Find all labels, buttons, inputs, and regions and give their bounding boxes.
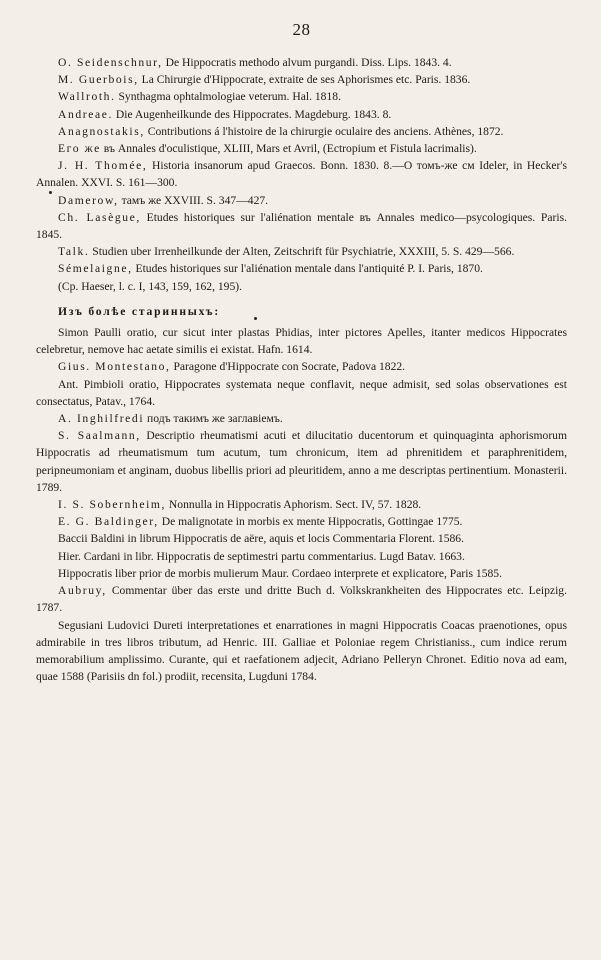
entry-text: Studien uber Irrenheilkunde der Alten, Zeitschrift für Psychiatrie, XXXIII, 5. S. 429—566.	[89, 245, 515, 259]
entry-author: M. Guerbois,	[58, 73, 139, 87]
bibliography-entry	[36, 278, 567, 295]
bibliography-entry	[36, 358, 567, 375]
stray-dot-mark	[254, 317, 257, 320]
entry-author: Damerow,	[58, 193, 119, 207]
entry-author: Anagnostakis,	[58, 124, 145, 138]
bibliography-list	[36, 54, 567, 685]
entry-text: De malignotate in morbis ex mente Hippocratis, Gottingae 1775.	[158, 515, 463, 529]
entry-text: Commentar über das erste und dritte Buch d. Volkskrankheiten des Hippocrates etc. Leipzig. 1787.	[36, 584, 567, 615]
entry-text: Contributions á l'histoire de la chirurgie oculaire des anciens. Athènes, 1872.	[144, 124, 504, 138]
entry-text: Baccii Baldini in librum Hippocratis de aëre, aquis et locis Commentaria Florent. 1586.	[58, 532, 465, 546]
entry-text: подъ такимъ же заглавіемъ.	[144, 412, 283, 426]
entry-author: I. S. Sobernheim,	[58, 498, 167, 512]
entry-author: Sémelaigne,	[58, 262, 133, 276]
entry-author: Talk.	[58, 245, 90, 259]
entry-author: J. H. Thomée,	[58, 159, 148, 173]
entry-author: Aubruy,	[58, 584, 107, 598]
entry-text: Nonnulla in Hippocratis Aphorism. Sect. IV, 57. 1828.	[166, 498, 422, 512]
entry-text: Paragone d'Hippocrate con Socrate, Padova 1822.	[170, 360, 406, 374]
entry-text: La Chirurgie d'Hippocrate, extraite de ses Aphorismes etc. Paris. 1836.	[138, 73, 471, 87]
bibliography-entry	[36, 209, 567, 243]
bibliography-entry	[36, 427, 567, 496]
bibliography-entry	[36, 410, 567, 427]
entry-text: Etudes historiques sur l'aliénation mentale dans l'antiquité P. I. Paris, 1870.	[132, 262, 483, 276]
bibliography-entry	[36, 530, 567, 547]
entry-text: Hier. Cardani in libr. Hippocratis de septimestri partu commentarius. Lugd Batav. 1663.	[58, 549, 465, 563]
bibliography-entry	[36, 548, 567, 565]
entry-text: въ Annales d'oculistique, XLIII, Mars et Avril, (Ectropium et Fistula lacrimalis).	[100, 142, 477, 156]
bibliography-list-older	[36, 324, 567, 685]
entry-author: A. Inghilfredi	[58, 412, 145, 426]
entry-author: Andreae.	[58, 107, 113, 121]
entry-author: E. G. Baldinger,	[58, 515, 159, 529]
entry-text: Die Augenheilkunde des Hippocrates. Magdeburg. 1843. 8.	[112, 107, 392, 121]
bibliography-entry	[36, 496, 567, 513]
bibliography-entry	[36, 376, 567, 410]
entry-text: Segusiani Ludovici Dureti interpretationes et enarrationes in magni Hippocratis Coacas praenotiones, opus admirabile in tres libros tributum, ad Henric. III. Galliae et Poloniae regem Christianiss., cum indice rerum memorabilium amplissimo. Curante, qui et raefationem adjecit, Adriano Pelleryn Chronet. Editio nova ad eam, quae 1588 (Parisiis dn fol.) prodiit, recensita, Lugduni 1784.	[36, 618, 567, 684]
bibliography-entry	[36, 140, 567, 157]
bibliography-entry	[36, 324, 567, 358]
bibliography-entry	[36, 157, 567, 191]
bibliography-entry	[36, 513, 567, 530]
entry-author: Ch. Lasègue,	[58, 210, 141, 224]
section-heading: Изъ болѣе старинныхъ:	[58, 304, 221, 318]
entry-text: Ant. Pimbioli oratio, Hippocrates systemata neque conflavit, neque admisit, sed solas observationes est consectatus, Patav., 1764.	[36, 377, 567, 408]
entry-author: Gius. Montestano,	[58, 360, 171, 374]
entry-text: Historia insanorum apud Graecos. Bonn. 1830. 8.—O томъ-же см Ideler, in Hecker's Annalen. XXVI. S. 161—300.	[36, 159, 567, 190]
entry-text: Simon Paulli oratio, cur sicut inter plastas Phidias, inter pictores Apelles, itanter medicos Hippocrates celebretur, nemove hac aetate similis ei existat. Hafn. 1614.	[36, 326, 567, 357]
bibliography-entry	[36, 54, 567, 71]
bibliography-entry	[36, 565, 567, 582]
stray-dot-mark	[49, 191, 52, 194]
bibliography-entry	[36, 243, 567, 260]
bibliography-entry	[36, 192, 567, 209]
bibliography-list-primary	[36, 54, 567, 295]
entry-text: Etudes historiques sur l'aliénation mentale въ Annales medico—psycologiques. Paris. 1845.	[36, 210, 567, 242]
entry-text: тамъ же XXVIII. S. 347—427.	[118, 193, 269, 207]
entry-text: De Hippocratis methodo alvum purgandi. Diss. Lips. 1843. 4.	[162, 56, 452, 69]
bibliography-entry	[36, 123, 567, 140]
entry-author: Его же	[58, 142, 101, 156]
entry-author: O. Seidenschnur,	[58, 56, 163, 69]
bibliography-entry	[36, 106, 567, 123]
bibliography-entry	[36, 88, 567, 105]
entry-author: Wallroth.	[58, 90, 116, 104]
entry-text: Synthagma ophtalmologiae veterum. Hal. 1818.	[115, 90, 341, 104]
bibliography-entry	[36, 582, 567, 616]
bibliography-entry	[36, 260, 567, 277]
entry-text: Descriptio rheumatismi acuti et dilucitatio ducentorum et quinquaginta aphorismorum Hippocratis ad rheumatismum tum acutum, tum chronicum, item ad phrenitidem et paraphrenitidem, peripneumoniam et anginam, duobus libellis priori ad pleuritidem, anno a me descriptas pertinentium. Monasterii. 1789.	[36, 429, 567, 494]
bibliography-entry	[36, 617, 567, 686]
entry-author: S. Saalmann,	[58, 429, 141, 443]
bibliography-entry	[36, 71, 567, 88]
page-number: 28	[292, 20, 311, 39]
entry-text: Hippocratis liber prior de morbis mulierum Maur. Cordaeo interprete et explicatore, Paris 1585.	[58, 566, 502, 580]
entry-text: (Cp. Haeser, l. c. I, 143, 159, 162, 195).	[58, 279, 243, 293]
